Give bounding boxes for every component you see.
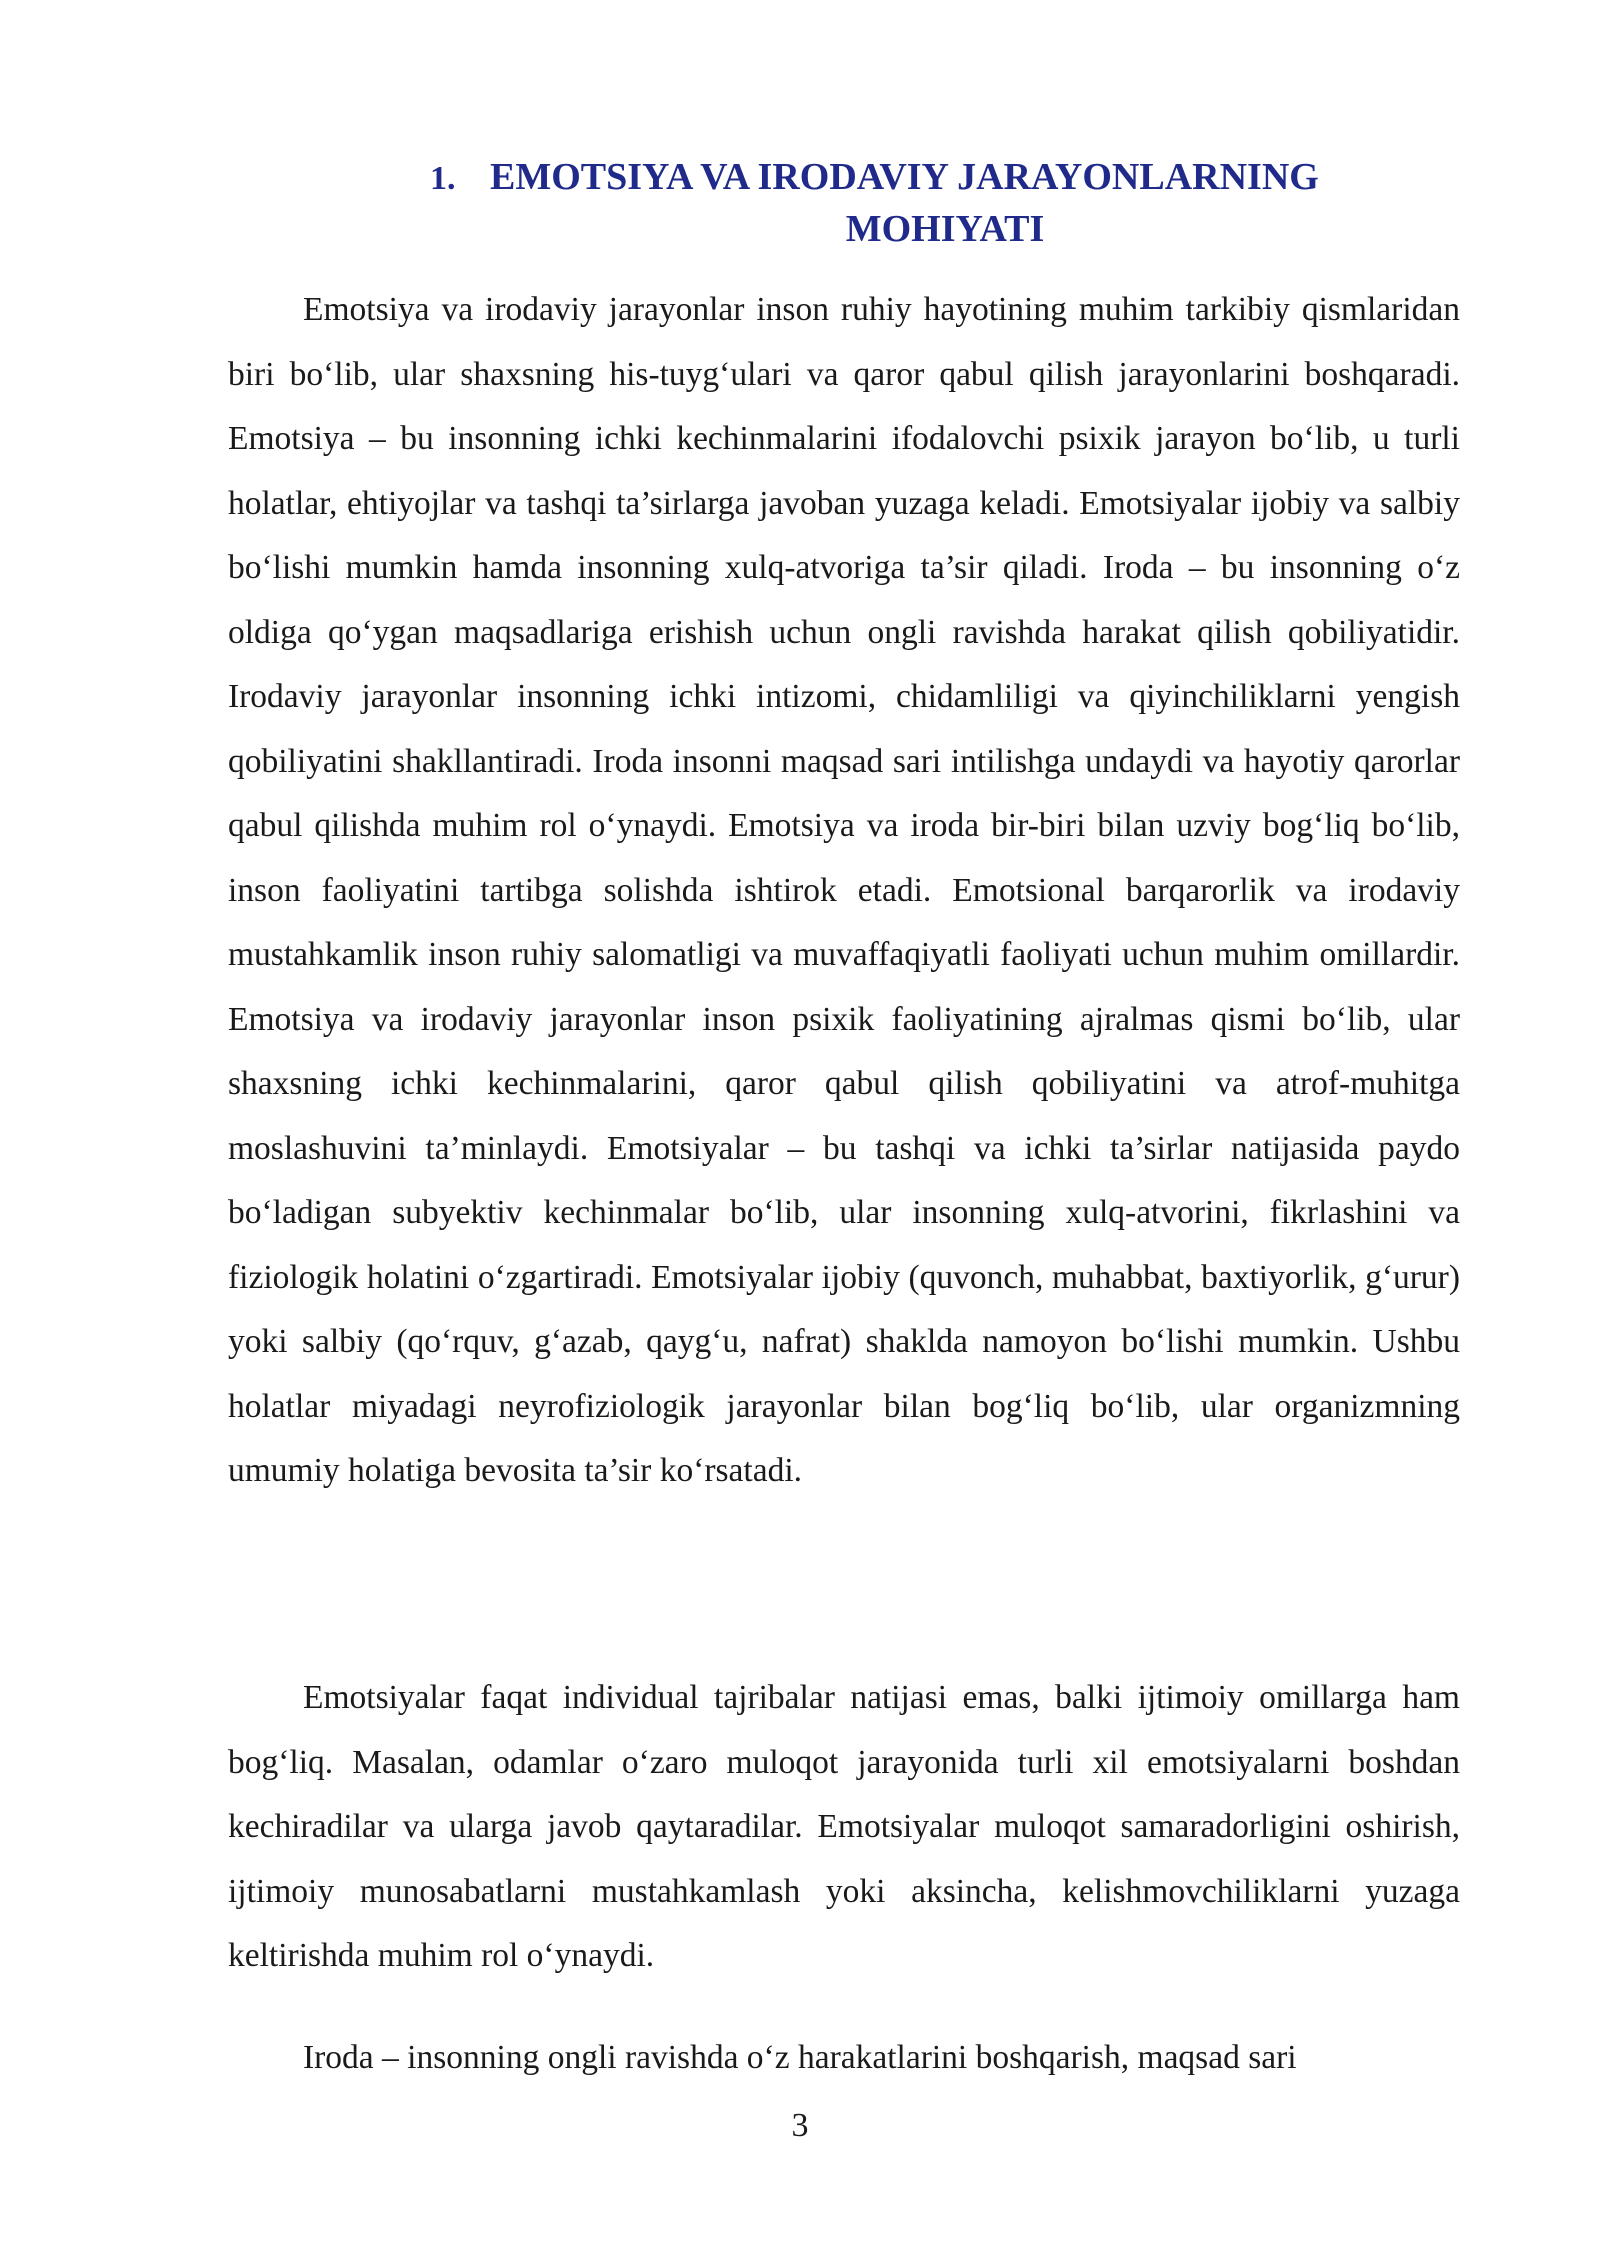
section-title-line2: MOHIYATI [845,208,1045,250]
section-number: 1. [430,160,456,197]
paragraph-1: Emotsiya va irodaviy jarayonlar inson ruhiy hayotining muhim tarkibiy qismlaridan biri bo‘lib, ular shaxsning his-tuyg‘ulari va qaror qabul qilish jarayonlarini boshqaradi. Emotsiya – bu insonning ichki kechinmalarini ifodalovchi psixik jarayon bo‘lib, u turli holatlar, ehtiyojlar va tashqi ta’sirlarga javoban yuzaga keladi. Emotsiyalar ijobiy va salbiy bo‘lishi mumkin hamda insonning xulq-atvoriga ta’sir qiladi. Iroda – bu insonning o‘z oldiga qo‘ygan maqsadlariga erishish uchun ongli ravishda harakat qilish qobiliyatidir. Irodaviy jarayonlar insonning ichki intizomi, chidamliligi va qiyinchiliklarni yengish qobiliyatini shakllantiradi. Iroda insonni maqsad sari intilishga undaydi va hayotiy qarorlar qabul qilishda muhim rol o‘ynaydi. Emotsiya va iroda bir-biri bilan uzviy bog‘liq bo‘lib, inson faoliyatini tartibga solishda ishtirok etadi. Emotsional barqarorlik va irodaviy mustahkamlik inson ruhiy salomatligi va muvaffaqiyatli faoliyati uchun muhim omillardir. Emotsiya va irodaviy jarayonlar inson psixik faoliyatining ajralmas qismi bo‘lib, ular shaxsning ichki kechinmalarini, qaror qabul qilish qobiliyatini va atrof-muhitga moslashuvini ta’minlaydi. Emotsiyalar – bu tashqi va ichki ta’sirlar natijasida paydo bo‘ladigan subyektiv kechinmalar bo‘lib, ular insonning xulq-atvorini, fikrlashini va fiziologik holatini o‘zgartiradi. Emotsiyalar ijobiy (quvonch, muhabbat, baxtiyorlik, g‘urur) yoki salbiy (qo‘rquv, g‘azab, qayg‘u, nafrat) shaklda namoyon bo‘lishi mumkin. Ushbu holatlar miyadagi neyrofiziologik jarayonlar bilan bog‘liq bo‘lib, ular organizmning umumiy holatiga bevosita ta’sir ko‘rsatadi. [228,291,1460,1489]
page-number: 3 [791,2107,809,2144]
paragraph-3: Iroda – insonning ongli ravishda o‘z harakatlarini boshqarish, maqsad sari [303,2039,1297,2076]
section-heading [430,152,1460,254]
section-title-line1: EMOTSIYA VA IRODAVIY JARAYONLARNING [490,156,1319,198]
section-heading-line1 [430,152,1460,204]
paragraph-2: Emotsiyalar faqat individual tajribalar natijasi emas, balki ijtimoiy omillarga ham bog‘liq. Masalan, odamlar o‘zaro muloqot jarayonida turli xil emotsiyalarni boshdan kechiradilar va ularga javob qaytaradilar. Emotsiyalar muloqot samaradorligini oshirish, ijtimoiy munosabatlarni mustahkamlash yoki aksincha, kelishmovchiliklarni yuzaga keltirishda muhim rol o‘ynaydi. [228,1679,1460,1974]
